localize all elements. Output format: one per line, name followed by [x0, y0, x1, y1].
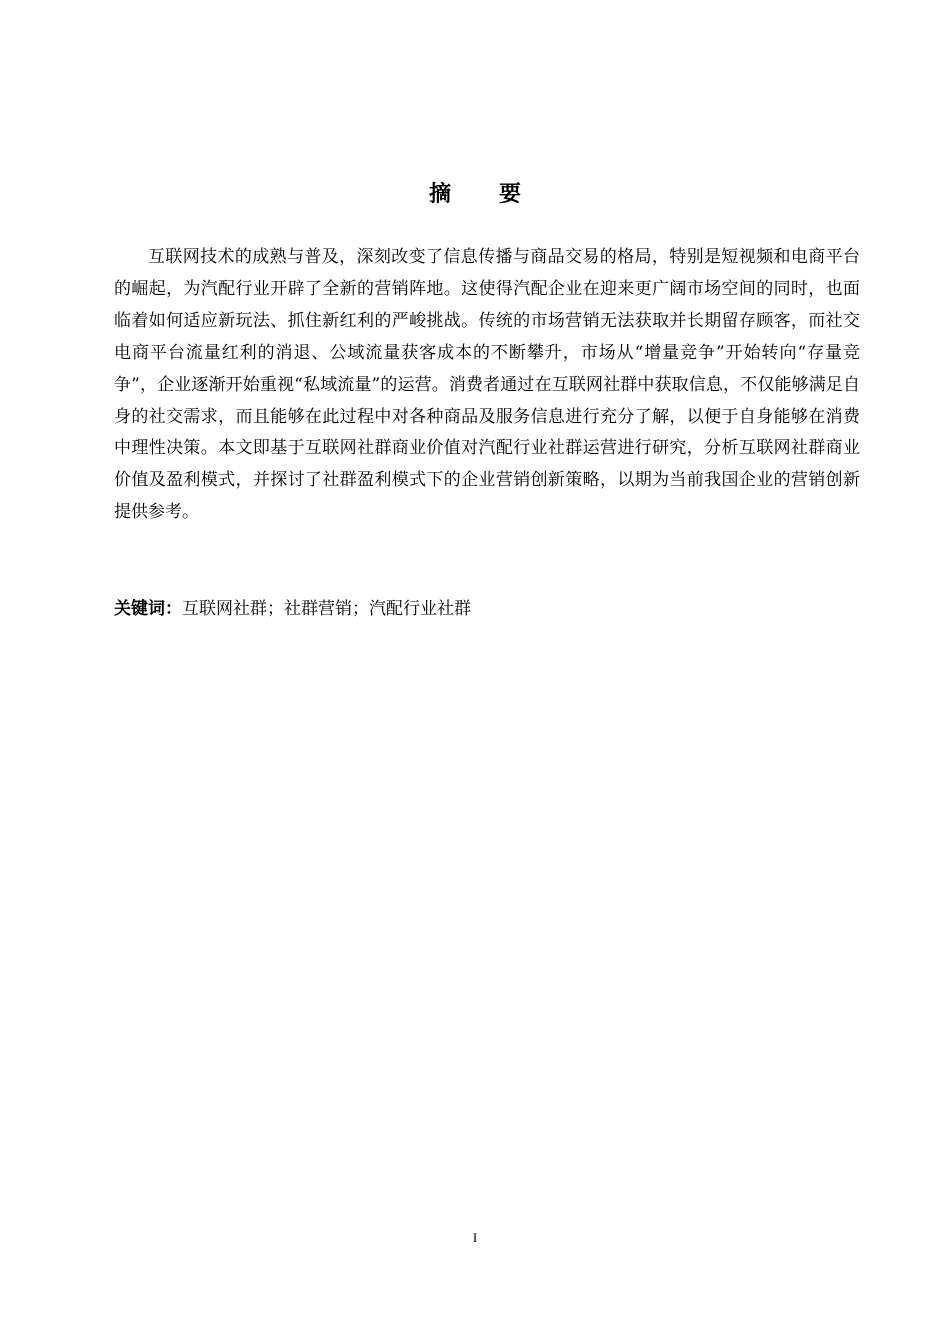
keywords-label: 关键词：	[114, 599, 182, 619]
abstract-body: 互联网技术的成熟与普及，深刻改变了信息传播与商品交易的格局，特别是短视频和电商平台的崛起，为汽配行业开辟了全新的营销阵地。这使得汽配企业在迎来更广阔市场空间的同时，也面临着如何适应新玩法、抓住新红利的严峻挑战。传统的市场营销无法获取并长期留存顾客，而社交电商平台流量红利的消退、公域流量获客成本的不断攀升，市场从“增量竞争”开始转向“存量竞争”，企业逐渐开始重视“私域流量”的运营。消费者通过在互联网社群中获取信息，不仅能够满足自身的社交需求，而且能够在此过程中对各种商品及服务信息进行充分了解，以便于自身能够在消费中理性决策。本文即基于互联网社群商业价值对汽配行业社群运营进行研究，分析互联网社群商业价值及盈利模式，并探讨了社群盈利模式下的企业营销创新策略，以期为当前我国企业的营销创新提供参考。	[114, 247, 860, 523]
page-number: I	[472, 1230, 478, 1245]
keywords-value: 互联网社群；社群营销；汽配行业社群	[182, 599, 471, 619]
abstract-heading	[0, 178, 950, 212]
abstract-heading-char-2: 要	[499, 182, 522, 207]
keywords-line	[114, 594, 860, 624]
abstract-heading-char-1: 摘	[428, 182, 451, 207]
